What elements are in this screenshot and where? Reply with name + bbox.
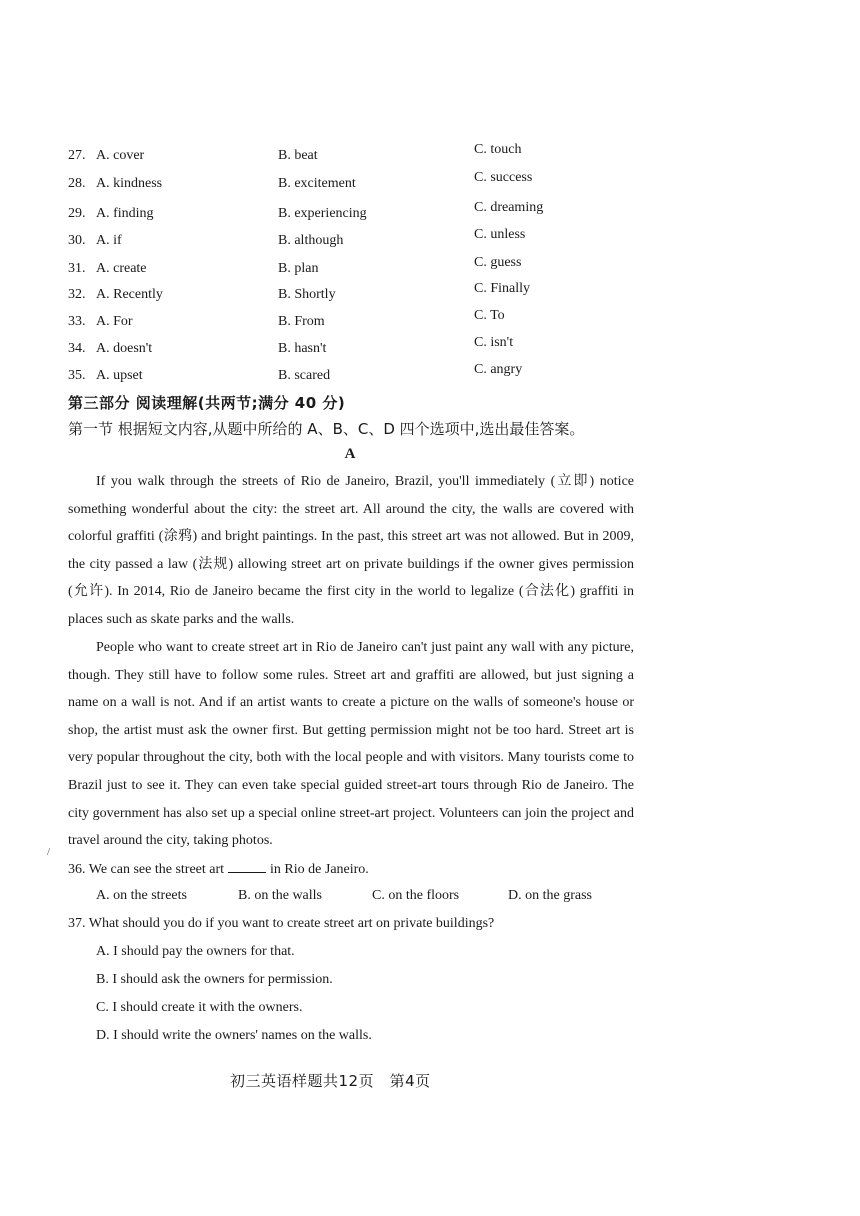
option-c: C. angry	[474, 362, 523, 377]
option-a: A. For	[96, 314, 133, 329]
question-number: 35.	[68, 368, 86, 383]
option-b: B. scared	[278, 368, 331, 383]
page-footer: 初三英语样题共12页 第4页	[230, 1072, 431, 1090]
question-number: 27.	[68, 148, 86, 163]
question-stem: 36. We can see the street art	[68, 862, 225, 877]
option-row-34	[68, 335, 668, 365]
option-a: A. finding	[96, 206, 154, 221]
question-number: 33.	[68, 314, 86, 329]
question-number: 30.	[68, 233, 86, 248]
paragraph-text: People who want to create street art in Rio de Janeiro can't just paint any wall with any picture, though. They still have to follow some rules. Street art and graffiti are allowed, but just signing a name on a wall is not. And if an artist wants to create a picture on the walls of someone's house or shop, the artist must ask the owner first. But getting permission might not be too hard. Street art is very popular throughout the city, both with the local people and with visitors. Many tourists come to Brazil just to see it. They can even take special guided street-art tours through Rio de Janeiro. The city government has also set up a special online street-art project. Volunteers can join the project and travel around the city, taking photos.	[68, 640, 634, 849]
option-c: C. I should create it with the owners.	[96, 1000, 303, 1015]
option-a: A. Recently	[96, 287, 163, 302]
option-c: C. guess	[474, 255, 522, 270]
option-a: A. on the streets	[96, 888, 187, 903]
question-number: 32.	[68, 287, 86, 302]
option-c: C. unless	[474, 227, 526, 242]
option-c: C. on the floors	[372, 888, 460, 903]
option-a: A. if	[96, 233, 122, 248]
option-row-29	[68, 200, 668, 230]
question-number: 28.	[68, 176, 86, 191]
option-d: D. on the grass	[508, 888, 592, 903]
option-a: A. kindness	[96, 176, 163, 191]
question-36-options	[96, 888, 656, 908]
option-row-28	[68, 170, 668, 200]
option-b: B. beat	[278, 148, 318, 163]
option-b: B. hasn't	[278, 341, 327, 356]
answer-blank	[228, 860, 266, 873]
option-c: C. Finally	[474, 281, 531, 296]
passage-paragraph-2	[68, 634, 634, 855]
option-row-31	[68, 255, 668, 285]
option-c: C. dreaming	[474, 200, 544, 215]
question-36	[68, 860, 369, 878]
option-b: B. on the walls	[238, 888, 322, 903]
question-37: 37. What should you do if you want to create street art on private buildings?	[68, 916, 495, 931]
question-number: 31.	[68, 261, 86, 276]
option-c: C. success	[474, 170, 533, 185]
option-a: A. upset	[96, 368, 143, 383]
option-row-30	[68, 227, 668, 257]
option-b: B. From	[278, 314, 325, 329]
option-d: D. I should write the owners' names on the walls.	[96, 1028, 372, 1043]
question-stem-end: in Rio de Janeiro.	[270, 862, 369, 877]
question-number: 34.	[68, 341, 86, 356]
margin-mark: /	[47, 846, 51, 858]
option-b: B. Shortly	[278, 287, 336, 302]
option-c: C. isn't	[474, 335, 514, 350]
option-row-32	[68, 281, 668, 311]
option-c: C. touch	[474, 142, 522, 157]
option-a: A. I should pay the owners for that.	[96, 944, 295, 959]
option-row-27	[68, 142, 668, 172]
paragraph-text: If you walk through the streets of Rio de Janeiro, Brazil, you'll immediately (立即) notice something wonderful about the city: the street art. All around the city, the walls are covered with colorful graffiti (涂鸦) and bright paintings. In the past, this street art was not allowed. But in 2009, the city passed a law (法规) allowing street art on private buildings if the owner gives permission (允许). In 2014, Rio de Janeiro became the first city in the world to legalize (合法化) graffiti in places such as skate parks and the walls.	[68, 474, 634, 627]
option-b: B. excitement	[278, 176, 356, 191]
option-b: B. experiencing	[278, 206, 367, 221]
passage-letter: A	[344, 446, 356, 462]
passage-paragraph-1	[68, 468, 634, 634]
question-number: 29.	[68, 206, 86, 221]
option-row-33	[68, 308, 668, 338]
section-instruction: 第一节 根据短文内容,从题中所给的 A、B、C、D 四个选项中,选出最佳答案。	[68, 420, 585, 438]
option-a: A. create	[96, 261, 147, 276]
section-title: 第三部分 阅读理解(共两节;满分 40 分)	[68, 394, 346, 412]
option-a: A. doesn't	[96, 341, 153, 356]
option-c: C. To	[474, 308, 505, 323]
option-a: A. cover	[96, 148, 145, 163]
option-b: B. plan	[278, 261, 319, 276]
option-b: B. although	[278, 233, 344, 248]
option-b: B. I should ask the owners for permission.	[96, 972, 333, 987]
option-row-35	[68, 362, 668, 392]
